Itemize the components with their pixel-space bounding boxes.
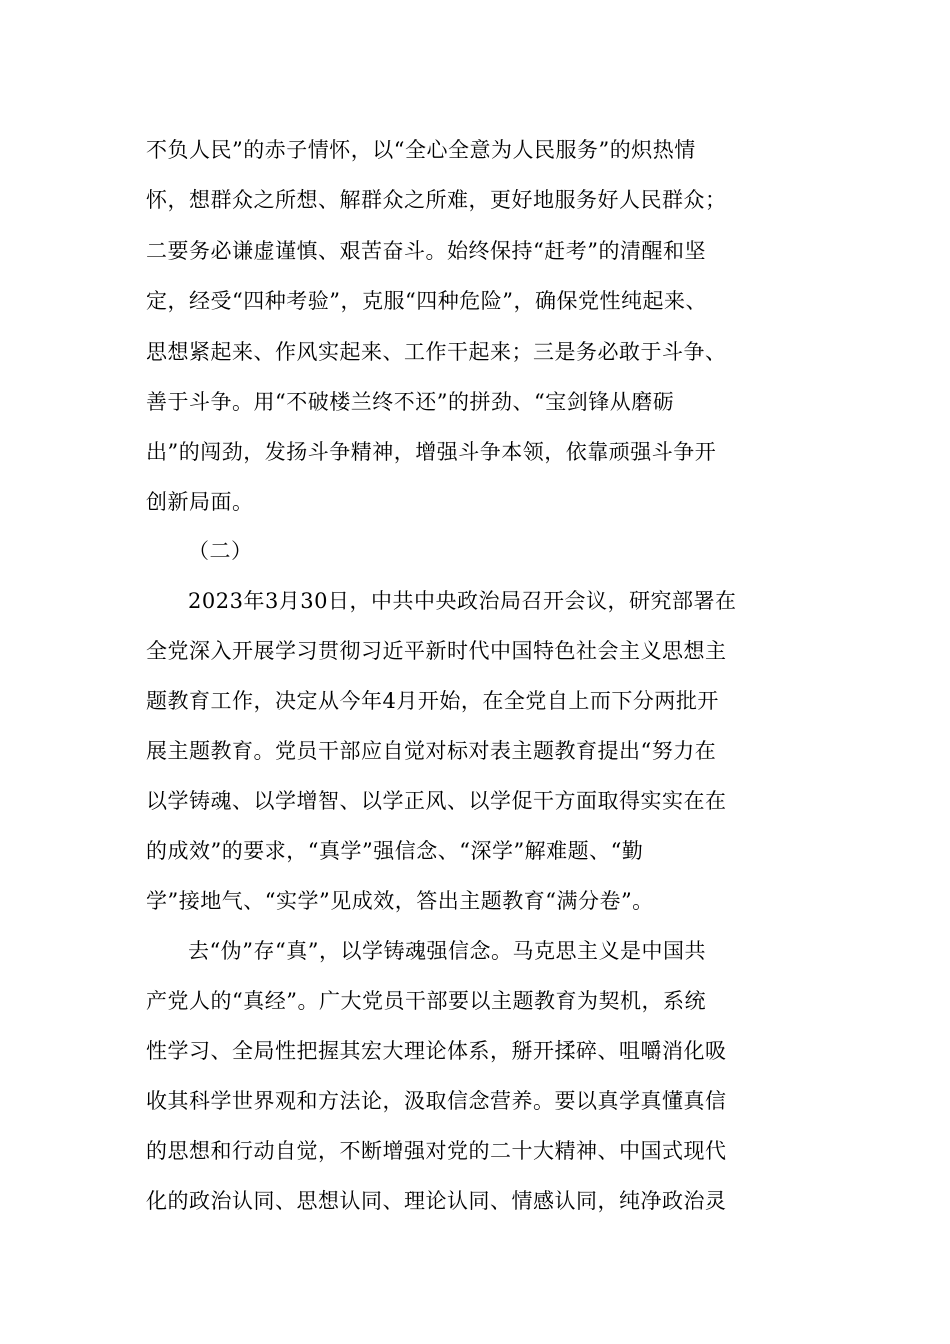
text-line: 思想紧起来、作风实起来、工作干起来；三是务必敢于斗争、 xyxy=(146,340,727,364)
text-line: 收其科学世界观和方法论，汲取信念营养。要以真学真懂真信 xyxy=(146,1089,727,1113)
text-line: 产党人的“真经”。广大党员干部要以主题教育为契机，系统 xyxy=(146,989,706,1013)
text-line: 的成效”的要求，“真学”强信念、“深学”解难题、“勤 xyxy=(146,839,644,863)
text-line: 不负人民”的赤子情怀，以“全心全意为人民服务”的炽热情 xyxy=(146,138,696,162)
text-line: 出”的闯劲，发扬斗争精神，增强斗争本领，依靠顽强斗争开 xyxy=(146,440,717,464)
text-line: 展主题教育。党员干部应自觉对标对表主题教育提出“努力在 xyxy=(146,739,717,763)
text-line: 化的政治认同、思想认同、理论认同、情感认同，纯净政治灵 xyxy=(146,1189,727,1213)
text-line: 二要务必谦虚谨慎、艰苦奋斗。始终保持“赶考”的清醒和坚 xyxy=(146,239,706,263)
text-line: 创新局面。 xyxy=(146,490,254,514)
text-line: 性学习、全局性把握其宏大理论体系，掰开揉碎、咀嚼消化吸 xyxy=(146,1039,727,1063)
text-line: 2023年3月30日，中共中央政治局召开会议，研究部署在 xyxy=(188,589,737,613)
text-line: 定，经受“四种考验”，克服“四种危险”，确保党性纯起来、 xyxy=(146,289,707,313)
section-heading: （二） xyxy=(188,539,253,563)
text-line: 以学铸魂、以学增智、以学正风、以学促干方面取得实实在在 xyxy=(146,789,727,813)
text-line: 的思想和行动自觉，不断增强对党的二十大精神、中国式现代 xyxy=(146,1139,727,1163)
text-line: 学”接地气、“实学”见成效，答出主题教育“满分卷”。 xyxy=(146,889,654,913)
text-line: 全党深入开展学习贯彻习近平新时代中国特色社会主义思想主 xyxy=(146,639,727,663)
text-line: 去“伪”存“真”，以学铸魂强信念。马克思主义是中国共 xyxy=(188,939,706,963)
text-line: 题教育工作，决定从今年4月开始，在全党自上而下分两批开 xyxy=(146,689,719,713)
text-line: 善于斗争。用“不破楼兰终不还”的拼劲、“宝剑锋从磨砺 xyxy=(146,390,675,414)
text-line: 怀，想群众之所想、解群众之所难，更好地服务好人民群众； xyxy=(146,188,727,212)
